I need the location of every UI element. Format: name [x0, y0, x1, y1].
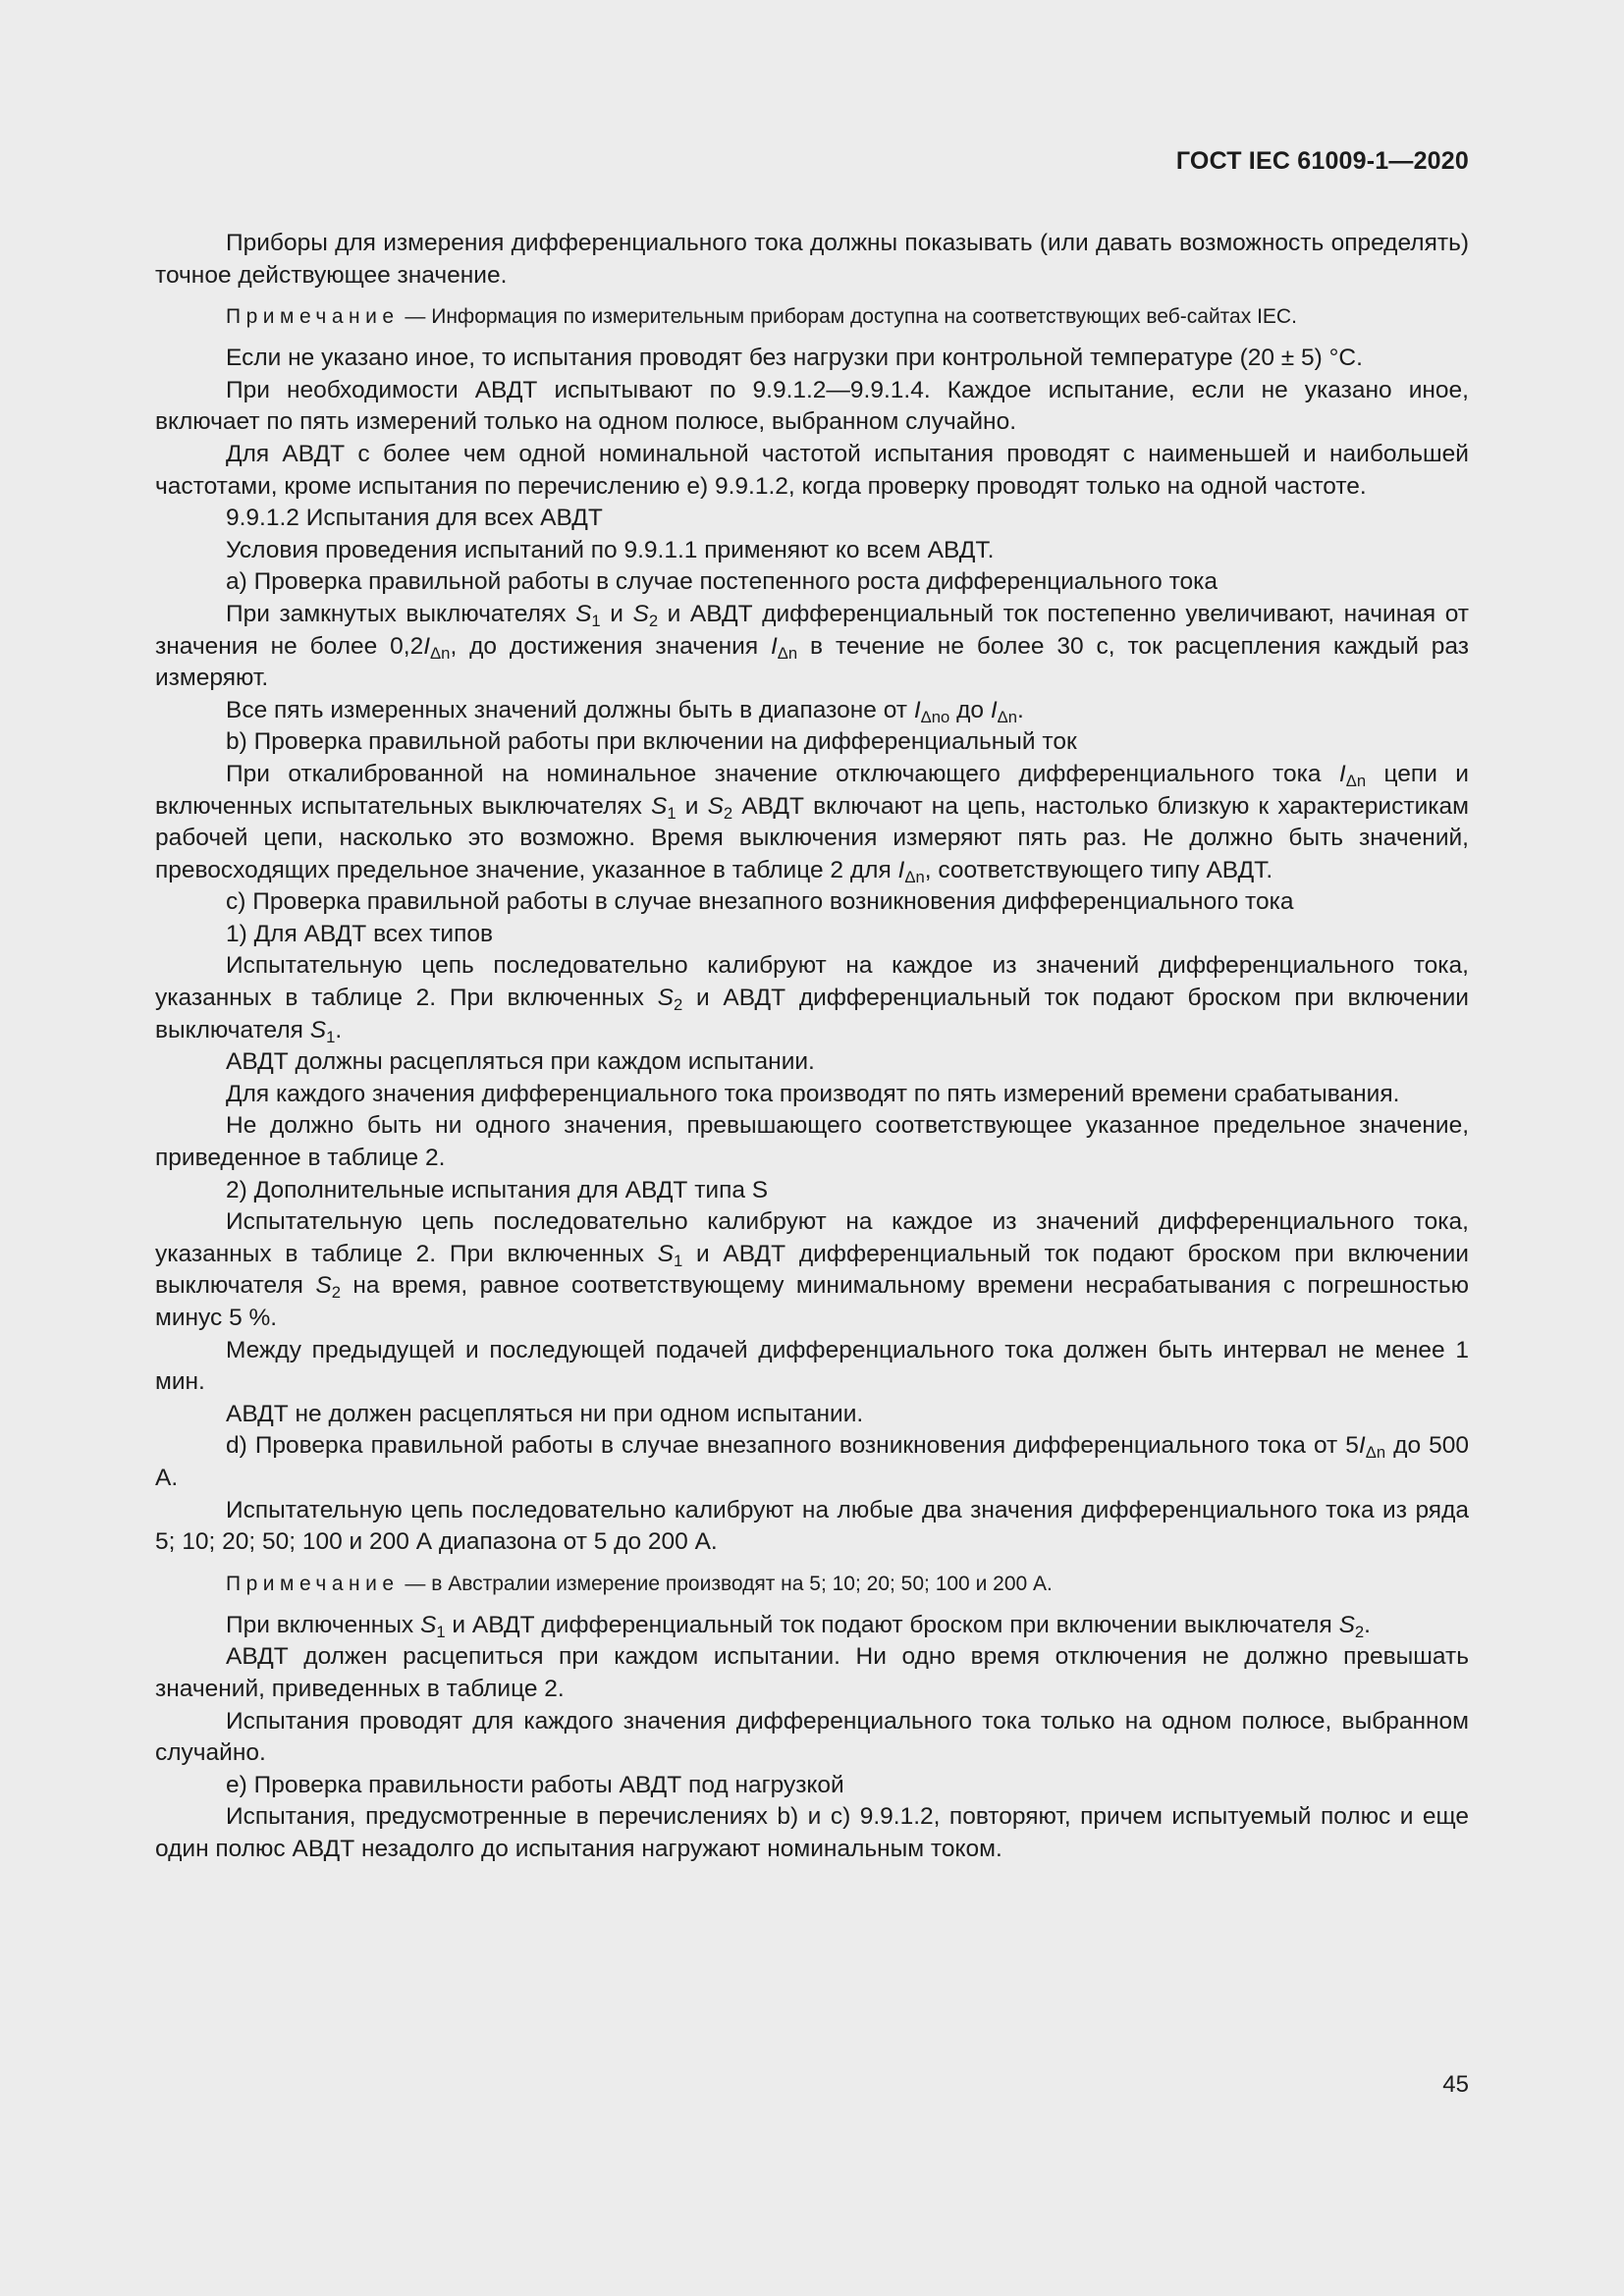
sub-item-heading: 2) Дополнительные испытания для АВДТ типа S	[226, 1176, 769, 1203]
body-text	[155, 228, 1469, 1866]
paragraph: Испытательную цепь последовательно калибруют на каждое из значений дифференциального тока, указанных в таблице 2. При включенных $S_1$ и АВДТ дифференциальный ток подают броском при включении выключателя $S_2$ на время, равное соответствующему минимальному времени несрабатывания с погрешностью минус 5 %.	[155, 1208, 1469, 1331]
note-text: в Австралии измерение производят на 5; 10; 20; 50; 100 и 200 А.	[431, 1572, 1053, 1595]
note-1: Примечание — Информация по измерительным приборам доступна на соответствующих веб-сайтах IEC.	[226, 305, 1297, 329]
paragraph: Между предыдущей и последующей подачей дифференциального тока должен быть интервал не менее 1 мин.	[155, 1336, 1469, 1396]
paragraph: Испытания проводят для каждого значения дифференциального тока только на одном полюсе, выбранном случайно.	[155, 1707, 1469, 1767]
paragraph: АВДТ должен расцепиться при каждом испытании. Ни одно время отключения не должно превышать значений, приведенных в таблице 2.	[155, 1643, 1469, 1702]
note-label: Примечание	[226, 305, 400, 329]
list-item-heading: c) Проверка правильной работы в случае внезапного возникновения дифференциального тока	[226, 888, 1294, 916]
paragraph: При замкнутых выключателях $S_1$ и $S_2$ и АВДТ дифференциальный ток постепенно увеличивают, начиная от значения не более $0,2I_{\Delta n}$, до достижения значения $I_{\Delta n}$ в течение не более 30 с, ток расцепления каждый раз измеряют.	[155, 600, 1469, 692]
note-label: Примечание	[226, 1572, 400, 1595]
section-heading: 9.9.1.2 Испытания для всех АВДТ	[226, 505, 603, 532]
paragraph: Испытательную цепь последовательно калибруют на каждое из значений дифференциального тока, указанных в таблице 2. При включенных $S_2$ и АВДТ дифференциальный ток подают броском при включении выключателя $S_1$.	[155, 952, 1469, 1046]
note-text: Информация по измерительным приборам доступна на соответствующих веб-сайтах IEC.	[431, 305, 1297, 329]
paragraph: АВДТ должны расцепляться при каждом испытании.	[226, 1048, 815, 1076]
paragraph: Приборы для измерения дифференциального тока должны показывать (или давать возможность определять) точное действующее значение.	[155, 230, 1469, 289]
sub-item-heading: 1) Для АВДТ всех типов	[226, 920, 494, 947]
paragraph: Для АВДТ с более чем одной номинальной частотой испытания проводят с наименьшей и наибольшей частотами, кроме испытания по перечислению е) 9.9.1.2, когда проверку проводят только на одной частоте.	[155, 440, 1469, 500]
paragraph: При необходимости АВДТ испытывают по 9.9.1.2—9.9.1.4. Каждое испытание, если не указано иное, включает по пять измерений только на одном полюсе, выбранном случайно.	[155, 376, 1469, 436]
paragraph: Для каждого значения дифференциального тока производят по пять измерений времени срабатывания.	[226, 1080, 1400, 1107]
paragraph: Испытания, предусмотренные в перечислениях b) и с) 9.9.1.2, повторяют, причем испытуемый полюс и еще один полюс АВДТ незадолго до испытания нагружают номинальным током.	[155, 1803, 1469, 1862]
paragraph: АВДТ не должен расцепляться ни при одном испытании.	[226, 1400, 864, 1427]
paragraph: Условия проведения испытаний по 9.9.1.1 применяют ко всем АВДТ.	[226, 536, 995, 563]
list-item-heading: b) Проверка правильной работы при включении на дифференциальный ток	[226, 728, 1077, 756]
paragraph: Испытательную цепь последовательно калибруют на любые два значения дифференциального тока из ряда 5; 10; 20; 50; 100 и 200 А диапазона от 5 до 200 А.	[155, 1496, 1469, 1556]
page-number: 45	[1442, 2071, 1469, 2098]
paragraph: Если не указано иное, то испытания проводят без нагрузки при контрольной температуре (20 ± 5) °С.	[226, 345, 1363, 372]
paragraph: Не должно быть ни одного значения, превышающего соответствующее указанное предельное значение, приведенное в таблице 2.	[155, 1112, 1469, 1172]
list-item-heading: a) Проверка правильной работы в случае постепенного роста дифференциального тока	[226, 568, 1218, 596]
list-item-heading: е) Проверка правильности работы АВДТ под нагрузкой	[226, 1771, 844, 1798]
list-item-heading: d) Проверка правильной работы в случае внезапного возникновения дифференциального тока от $5I_{\Delta n}$ до 500 А.	[155, 1432, 1469, 1491]
paragraph: При откалиброванной на номинальное значение отключающего дифференциального тока $I_{\Delta n}$ цепи и включенных испытательных выключателях $S_1$ и $S_2$ АВДТ включают на цепь, настолько близкую к характеристикам рабочей цепи, насколько это возможно. Время выключения измеряют пять раз. Не должно быть значений, превосходящих предельное значение, указанное в таблице 2 для $I_{\Delta n}$, соответствующего типу АВДТ.	[155, 760, 1469, 886]
note-2: Примечание — в Австралии измерение производят на 5; 10; 20; 50; 100 и 200 А.	[226, 1572, 1053, 1595]
paragraph: Все пять измеренных значений должны быть в диапазоне от $I_{\Delta no}$ до $I_{\Delta n}$.	[226, 696, 1024, 726]
paragraph: При включенных $S_1$ и АВДТ дифференциальный ток подают броском при включении выключателя $S_2$.	[226, 1611, 1371, 1641]
document-id-header: ГОСТ IEC 61009-1—2020	[1175, 147, 1469, 175]
